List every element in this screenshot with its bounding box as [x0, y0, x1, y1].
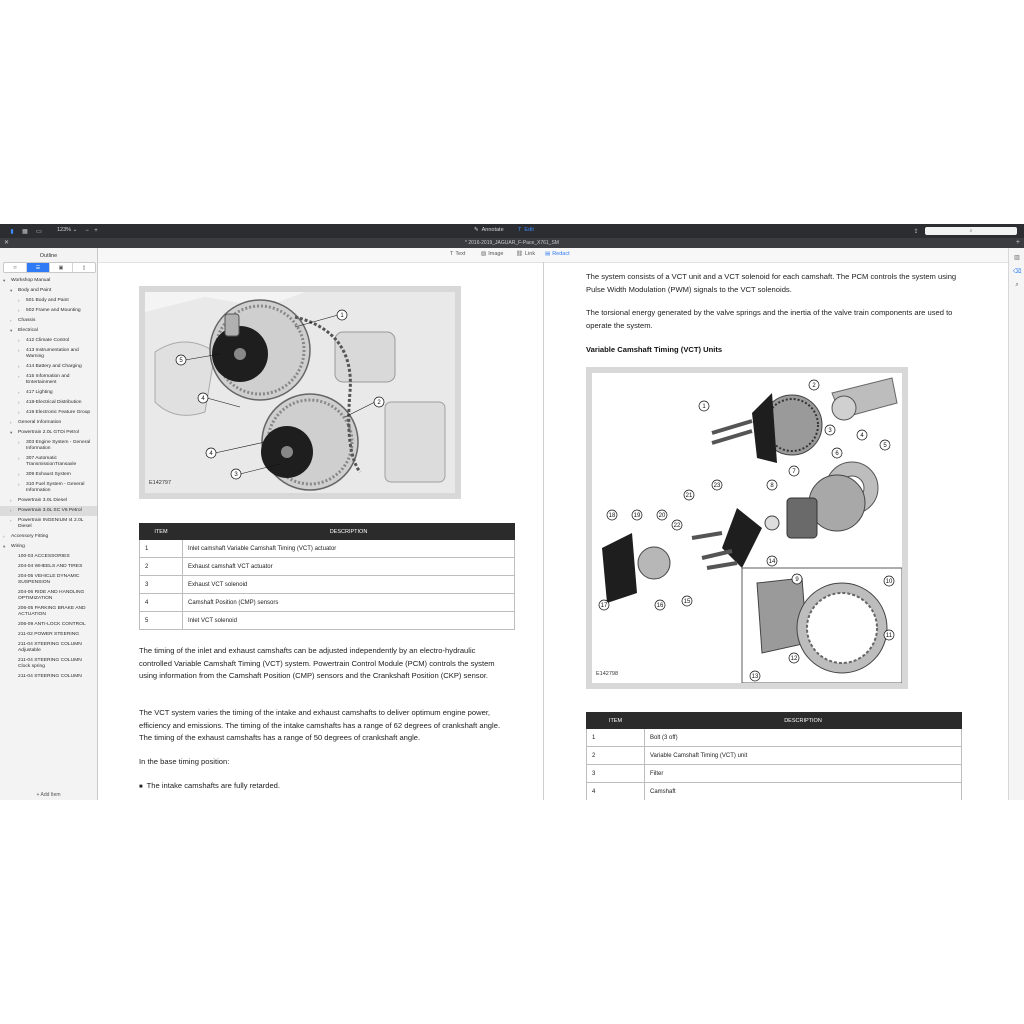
annotate-mode-button[interactable] [474, 227, 504, 233]
outline-item[interactable] [0, 604, 97, 620]
edit-label: Edit [524, 227, 534, 233]
link-tool-label: Link [524, 251, 536, 257]
image-tool-icon: ▨ [481, 251, 487, 257]
disclosure-closed-icon[interactable]: › [18, 482, 20, 487]
description-cell: Bolt (3 off) [645, 729, 962, 747]
redact-tool-icon: ▤ [545, 251, 551, 257]
table-row [140, 540, 515, 558]
disclosure-closed-icon[interactable]: › [18, 440, 20, 445]
outline-item-label: Accessory Fitting [11, 534, 49, 539]
outline-sidebar [0, 248, 98, 800]
outline-item-label: 310 Fuel System - General Information [26, 482, 85, 493]
callout-19: 19 [633, 513, 641, 519]
description-cell: Filter [645, 765, 962, 783]
outline-item[interactable] [0, 562, 97, 572]
edit-subtoolbar [98, 248, 1020, 263]
description-cell: Inlet camshaft Variable Camshaft Timing (VCT) actuator [183, 540, 515, 558]
outline-item[interactable] [0, 438, 97, 454]
item-number-cell: 1 [587, 729, 645, 747]
outline-item[interactable] [0, 346, 97, 362]
callout-12: 12 [790, 656, 798, 662]
callout-5: 5 [179, 358, 183, 364]
outline-item-label: 414 Battery and Charging [26, 364, 82, 369]
callout-1: 1 [702, 404, 706, 410]
outline-item-label: 303 Engine System - General Information [26, 440, 91, 451]
outline-item[interactable] [0, 630, 97, 640]
add-item-button[interactable]: + Add Item [36, 792, 61, 798]
disclosure-open-icon[interactable]: ▾ [3, 278, 6, 283]
outline-item[interactable] [0, 316, 97, 326]
disclosure-closed-icon[interactable]: › [18, 410, 20, 415]
bullet-text: The intake camshafts are fully retarded. [146, 781, 281, 790]
outline-item-label: 204-04 WHEELS AND TIRES [18, 564, 83, 569]
main-toolbar [0, 224, 1024, 238]
outline-item-label: 206-05 PARKING BRAKE AND ACTUATION [18, 606, 86, 617]
disclosure-open-icon[interactable]: ▾ [3, 544, 6, 549]
outline-item[interactable] [0, 572, 97, 588]
add-image-button[interactable] [481, 251, 504, 257]
disclosure-closed-icon[interactable]: › [18, 374, 20, 379]
callout-7: 7 [792, 469, 796, 475]
description-cell: Variable Camshaft Timing (VCT) unit [645, 747, 962, 765]
outline-item[interactable] [0, 372, 97, 388]
annotate-label: Annotate [481, 227, 504, 233]
disclosure-closed-icon[interactable]: › [18, 364, 20, 369]
callout-2: 2 [812, 383, 816, 389]
disclosure-closed-icon[interactable]: › [18, 472, 20, 477]
outline-list [0, 276, 97, 682]
outline-item-label: 206-09 ANTI-LOCK CONTROL [18, 622, 86, 627]
description-cell: Camshaft Position (CMP) sensors [183, 594, 515, 612]
outline-item[interactable] [0, 480, 97, 496]
zoom-select[interactable]: 123% ⌄ [57, 227, 78, 233]
right-items-table [586, 712, 962, 800]
sidebar-tabs [3, 262, 96, 273]
edit-mode-button[interactable] [518, 227, 534, 233]
sidebar-toggle-icon[interactable]: ▮ [10, 228, 14, 235]
outline-item-label: 309 Exhaust System [26, 472, 71, 477]
document-title: * 2016-2019_JAGUAR_F-Pace_X761_SM [465, 240, 559, 246]
sidebar-title: Outline [39, 253, 58, 259]
outline-item[interactable] [0, 306, 97, 316]
outline-item-label: General Information [18, 420, 62, 425]
new-tab-icon[interactable]: + [1015, 239, 1020, 246]
callout-2: 2 [377, 400, 381, 406]
outline-item-label: Chassis [18, 318, 36, 323]
text-tool-icon: T [450, 251, 454, 257]
pen-icon: ✎ [474, 227, 479, 233]
outline-item[interactable] [0, 532, 97, 542]
callout-14: 14 [768, 559, 776, 565]
search-input[interactable] [925, 227, 1017, 235]
left-paragraph-1: The timing of the inlet and exhaust camshafts can be adjusted independently by an electro-hydraulic controlled Variable Camshaft Timing (VCT) system. Powertrain Control Module (PCM) controls the system using information from the Camshaft Position (CMP) sensors and the Crankshaft Position (CKP) sensor. [139, 646, 495, 680]
outline-item-label: Workshop Manual [11, 278, 51, 283]
disclosure-open-icon[interactable]: ▾ [10, 430, 13, 435]
outline-item[interactable] [0, 552, 97, 562]
callout-23: 23 [713, 483, 721, 489]
outline-item[interactable] [0, 418, 97, 428]
engine-figure [139, 286, 461, 499]
outline-item-label: 211-04 STEERING COLUMN [18, 674, 82, 679]
disclosure-closed-icon[interactable]: › [10, 498, 12, 503]
page-divider [543, 262, 544, 800]
outline-item-label: Powertrain INGENIUM I4 2.0L Diesel [18, 518, 84, 529]
figure-id-e142798: E142798 [596, 671, 619, 677]
outline-item[interactable] [0, 454, 97, 470]
outline-item-label: Wiring [11, 544, 25, 549]
outline-item-label: Body and Paint [18, 288, 52, 293]
tag-icon[interactable]: ⌫ [1013, 269, 1022, 275]
vct-exploded-figure [586, 367, 908, 689]
item-number-cell: 1 [140, 540, 183, 558]
callout-1: 1 [340, 313, 344, 319]
table-row [587, 747, 962, 765]
outline-item[interactable] [0, 286, 97, 296]
description-cell: Camshaft [645, 783, 962, 801]
text-edit-icon: T [518, 227, 522, 233]
outline-item[interactable] [0, 362, 97, 372]
disclosure-closed-icon[interactable]: › [18, 308, 20, 313]
disclosure-closed-icon[interactable]: › [10, 518, 12, 523]
outline-item[interactable] [0, 516, 97, 532]
callout-4: 4 [860, 433, 864, 439]
disclosure-closed-icon[interactable]: › [10, 420, 12, 425]
outline-item-label: 418-Electrical Distribution [26, 400, 82, 405]
outline-item[interactable] [0, 388, 97, 398]
callout-10: 10 [885, 579, 893, 585]
link-tool-icon: ⛓ [516, 251, 523, 257]
disclosure-open-icon[interactable]: ▾ [10, 288, 13, 293]
disclosure-closed-icon[interactable]: › [18, 456, 20, 461]
callout-11: 11 [885, 633, 893, 639]
table-header-item: ITEM [140, 524, 183, 540]
outline-item[interactable] [0, 656, 97, 672]
outline-item-label: 501 Body and Paint [26, 298, 69, 303]
item-number-cell: 4 [140, 594, 183, 612]
outline-item-label: 204-05 VEHICLE DYNAMIC SUSPENSION [18, 574, 80, 585]
bullet-icon: ■ [139, 784, 143, 790]
outline-item[interactable] [0, 470, 97, 480]
callout-6: 6 [835, 451, 839, 457]
callout-20: 20 [658, 513, 666, 519]
item-number-cell: 3 [587, 765, 645, 783]
outline-item[interactable] [0, 588, 97, 604]
description-cell: Inlet VCT solenoid [183, 612, 515, 630]
disclosure-closed-icon[interactable]: › [18, 348, 20, 353]
table-row [140, 612, 515, 630]
outline-item-label: 100-03 ACCESSORIES [18, 554, 70, 559]
table-row [140, 576, 515, 594]
callout-4b: 4 [209, 451, 213, 457]
description-cell: Exhaust VCT solenoid [183, 576, 515, 594]
outline-item-label: 211-04 STEERING COLUMN Adjustable [18, 642, 82, 653]
table-row [587, 765, 962, 783]
grid-view-icon[interactable]: ▦ [22, 228, 28, 235]
callout-18: 18 [608, 513, 616, 519]
item-number-cell: 5 [140, 612, 183, 630]
outline-item-label: 211-04 STEERING COLUMN Clock spring [18, 658, 82, 669]
outline-item-label: Powertrain 3.0L SC V6 Petrol [18, 508, 82, 513]
image-tool-label: Image [488, 251, 504, 257]
table-header-description: DESCRIPTION [183, 524, 515, 540]
search-icon: ⌕ [969, 228, 973, 234]
outline-item[interactable] [0, 428, 97, 438]
outline-item[interactable] [0, 542, 97, 552]
page-view-icon[interactable]: ▭ [36, 228, 42, 235]
callout-15: 15 [683, 599, 691, 605]
outline-item-label: 415 Information and Entertainment [26, 374, 70, 385]
outline-item-label: 412 Climate Control [26, 338, 70, 343]
item-number-cell: 2 [587, 747, 645, 765]
item-number-cell: 4 [587, 783, 645, 801]
thumbnails-tab-icon[interactable]: ▣ [50, 263, 73, 272]
outline-item-label: 502 Frame and Mounting [26, 308, 81, 313]
callout-3: 3 [234, 472, 238, 478]
outline-item[interactable] [0, 640, 97, 656]
share-icon[interactable]: ⇪ [913, 228, 919, 235]
item-number-cell: 3 [140, 576, 183, 594]
outline-item[interactable] [0, 296, 97, 306]
callout-4a: 4 [201, 396, 205, 402]
table-row [587, 729, 962, 747]
zoom-out-button[interactable]: − [85, 228, 89, 234]
add-text-button[interactable] [450, 251, 465, 257]
callout-3: 3 [828, 428, 832, 434]
search-panel-icon[interactable]: ⌕ [1015, 282, 1019, 288]
left-paragraph-3: In the base timing position: [139, 757, 230, 766]
outline-item-label: 413 Instrumentation and Warning [26, 348, 79, 359]
bookmarks-tab-icon[interactable]: ⌑ [4, 263, 27, 272]
callout-5: 5 [883, 443, 887, 449]
disclosure-closed-icon[interactable]: › [18, 400, 20, 405]
callout-17: 17 [600, 603, 608, 609]
callout-8: 8 [770, 483, 774, 489]
disclosure-closed-icon[interactable]: › [18, 338, 20, 343]
table-header-item: ITEM [587, 713, 645, 729]
outline-item[interactable] [0, 620, 97, 630]
callout-9: 9 [795, 577, 799, 583]
panel-toggle-icon[interactable]: ▥ [1014, 255, 1020, 261]
redact-button[interactable] [545, 251, 570, 257]
outline-item-label: 204-06 RIDE AND HANDLING OPTIMIZATION [18, 590, 85, 601]
redact-tool-label: Redact [552, 251, 570, 257]
outline-item[interactable] [0, 672, 97, 682]
table-row [587, 783, 962, 801]
right-inspector-rail [1008, 248, 1024, 800]
callout-13: 13 [751, 674, 759, 680]
outline-item-label: Powertrain 2.0L GTDi Petrol [18, 430, 79, 435]
outline-item-label: 307 Automatic TransmissionTransaxle [26, 456, 77, 467]
item-number-cell: 2 [140, 558, 183, 576]
outline-item-label: Electrical [18, 328, 38, 333]
section-heading: Variable Camshaft Timing (VCT) Units [586, 345, 723, 354]
outline-item[interactable] [0, 326, 97, 336]
table-row [140, 594, 515, 612]
callout-21: 21 [685, 493, 693, 499]
vct-exploded-illustration [592, 373, 902, 683]
table-header-description: DESCRIPTION [645, 713, 962, 729]
pages-tab-icon[interactable]: ▯ [82, 264, 86, 271]
outline-item-label: Powertrain 3.0L Diesel [18, 498, 68, 503]
document-tab-bar [0, 238, 1024, 248]
outline-item[interactable] [0, 506, 97, 516]
description-cell: Exhaust camshaft VCT actuator [183, 558, 515, 576]
right-paragraph-1: The system consists of a VCT unit and a VCT solenoid for each camshaft. The PCM controls the system using Pulse Width Modulation (PWM) signals to the VCT solenoids. [586, 272, 957, 294]
figure-id-e142797: E142797 [149, 480, 172, 486]
outline-tab-icon[interactable]: ☰ [27, 263, 50, 272]
disclosure-closed-icon[interactable]: › [10, 318, 12, 323]
left-items-table [139, 523, 515, 630]
outline-item[interactable] [0, 496, 97, 506]
disclosure-closed-icon[interactable]: › [18, 390, 20, 395]
outline-item[interactable] [0, 276, 97, 286]
bullet-item [139, 780, 509, 794]
disclosure-open-icon[interactable]: ▾ [10, 328, 13, 333]
text-tool-label: Text [455, 251, 466, 257]
disclosure-closed-icon[interactable]: › [18, 298, 20, 303]
table-row [140, 558, 515, 576]
disclosure-closed-icon[interactable]: › [10, 508, 12, 513]
pdf-app-window [0, 224, 1024, 800]
engine-illustration [145, 292, 455, 493]
disclosure-closed-icon[interactable]: › [3, 534, 5, 539]
outline-item[interactable] [0, 408, 97, 418]
add-link-button[interactable] [516, 251, 535, 257]
outline-item[interactable] [0, 336, 97, 346]
outline-item-label: 417 Lighting [26, 390, 53, 395]
callout-16: 16 [656, 603, 664, 609]
zoom-in-button[interactable]: + [94, 228, 98, 234]
left-paragraph-2: The VCT system varies the timing of the intake and exhaust camshafts to deliver optimum engine power, efficiency and emissions. The timing of the intake camshafts has a range of 62 degrees of crankshaft angle. The timing of the exhaust camshafts has a range of 50 degrees of crankshaft angle. [139, 708, 501, 742]
callout-22: 22 [673, 523, 681, 529]
close-tab-icon[interactable]: ✕ [4, 240, 10, 246]
outline-item-label: 211-02 POWER STEERING [18, 632, 80, 637]
document-canvas [98, 248, 1020, 800]
outline-item-label: 419 Electronic Feature Group [26, 410, 91, 415]
right-paragraph-2: The torsional energy generated by the valve springs and the inertia of the valve train components are used to operate the system. [586, 308, 953, 330]
outline-item[interactable] [0, 398, 97, 408]
